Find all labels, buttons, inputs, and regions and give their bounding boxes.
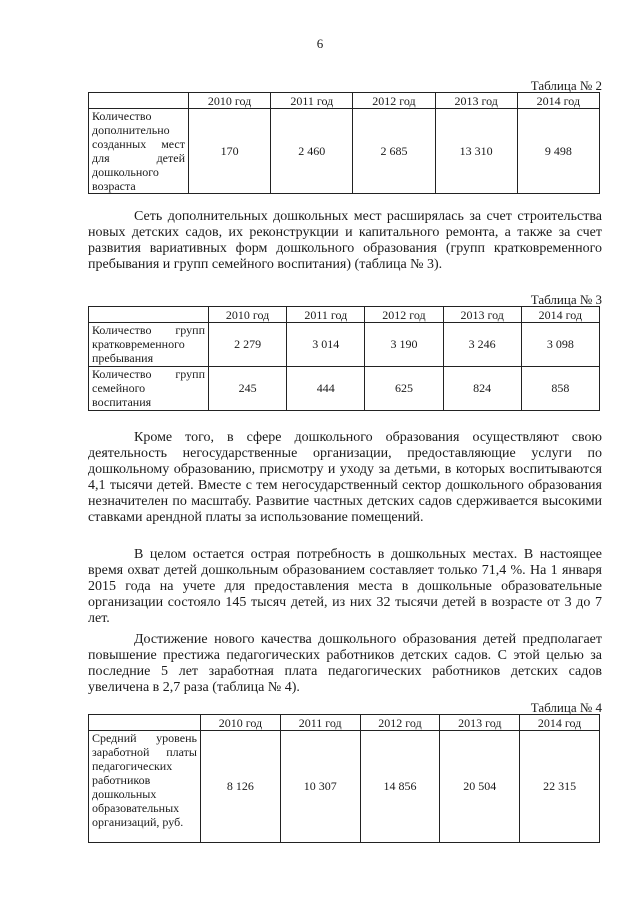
table-2-corner-cell — [89, 93, 189, 109]
table-cell: 858 — [521, 367, 599, 411]
table-2-year-header: 2012 год — [353, 93, 435, 109]
table-4-row-label: Средний уровень заработной платы педагогических работников дошкольных образовательных организаций, руб. — [89, 731, 201, 843]
table-3 — [88, 306, 600, 411]
table-4-caption: Таблица № 4 — [530, 700, 602, 715]
table-4-corner-cell — [89, 715, 201, 731]
table-cell: 824 — [443, 367, 521, 411]
table-2-caption: Таблица № 2 — [530, 78, 602, 93]
table-row — [89, 367, 600, 411]
table-cell: 3 246 — [443, 323, 521, 367]
table-2-year-header: 2010 год — [189, 93, 271, 109]
table-cell: 14 856 — [360, 731, 440, 843]
table-3-year-header: 2012 год — [365, 307, 443, 323]
table-4-year-header: 2013 год — [440, 715, 520, 731]
table-4-year-header: 2014 год — [520, 715, 600, 731]
table-cell: 2 460 — [271, 109, 353, 194]
table-cell: 3 014 — [287, 323, 365, 367]
table-4 — [88, 714, 600, 843]
table-cell: 10 307 — [280, 731, 360, 843]
table-cell: 444 — [287, 367, 365, 411]
table-3-header-row — [89, 307, 600, 323]
table-4-year-header: 2010 год — [201, 715, 281, 731]
table-cell: 2 685 — [353, 109, 435, 194]
table-3-year-header: 2011 год — [287, 307, 365, 323]
table-row — [89, 323, 600, 367]
table-2-row-label: Количество дополнительно созданных мест для детей дошкольного возраста — [89, 109, 189, 194]
paragraph-network-expansion: Сеть дополнительных дошкольных мест расширялась за счет строительства новых детских садов, их реконструкции и капитального ремонта, а также за счет развития вариативных форм дошкольного образования (групп кратковременного пребывания и групп семейного воспитания) (таблица № 3). — [88, 209, 602, 272]
table-3-corner-cell — [89, 307, 209, 323]
table-4-year-header: 2011 год — [280, 715, 360, 731]
table-3-row-label: Количество групп семейного воспитания — [89, 367, 209, 411]
table-row — [89, 109, 600, 194]
table-cell: 245 — [209, 367, 287, 411]
table-3-row-label: Количество групп кратковременного пребывания — [89, 323, 209, 367]
page-number: 6 — [316, 36, 324, 51]
table-2-header-row — [89, 93, 600, 109]
table-2-year-header: 2011 год — [271, 93, 353, 109]
table-3-year-header: 2013 год — [443, 307, 521, 323]
paragraph-salary: Достижение нового качества дошкольного образования детей предполагает повышение престижа педагогических работников детских садов. С этой целью за последние 5 лет заработная плата педагогических работников детских садов увеличена в 2,7 раза (таблица № 4). — [88, 632, 602, 695]
table-cell: 3 190 — [365, 323, 443, 367]
paragraph-private-sector: Кроме того, в сфере дошкольного образования осуществляют свою деятельность негосударственные организации, предоставляющие услуги по дошкольному образованию, присмотру и уходу за детьми, в которых воспитываются 4,1 тысячи детей. Вместе с тем негосударственный сектор дошкольного образования незначителен по масштабу. Развитие частных детских садов сдерживается высокими ставками арендной платы за использование помещений. — [88, 430, 602, 525]
table-cell: 170 — [189, 109, 271, 194]
table-3-year-header: 2010 год — [209, 307, 287, 323]
table-3-caption: Таблица № 3 — [530, 292, 602, 307]
table-cell: 625 — [365, 367, 443, 411]
table-2 — [88, 92, 600, 194]
table-4-header-row — [89, 715, 600, 731]
table-cell: 20 504 — [440, 731, 520, 843]
table-cell: 2 279 — [209, 323, 287, 367]
table-4-year-header: 2012 год — [360, 715, 440, 731]
table-2-year-header: 2013 год — [435, 93, 517, 109]
table-row — [89, 731, 600, 843]
table-cell: 22 315 — [520, 731, 600, 843]
table-2-year-header: 2014 год — [517, 93, 599, 109]
table-3-year-header: 2014 год — [521, 307, 599, 323]
paragraph-demand: В целом остается острая потребность в дошкольных местах. В настоящее время охват детей дошкольным образованием составляет только 71,4 %. На 1 января 2015 года на учете для предоставления места в дошкольные образовательные организации состояло 145 тысяч детей, из них 32 тысячи детей в возрасте от 3 до 7 лет. — [88, 547, 602, 626]
table-cell: 13 310 — [435, 109, 517, 194]
table-cell: 3 098 — [521, 323, 599, 367]
table-cell: 9 498 — [517, 109, 599, 194]
table-cell: 8 126 — [201, 731, 281, 843]
